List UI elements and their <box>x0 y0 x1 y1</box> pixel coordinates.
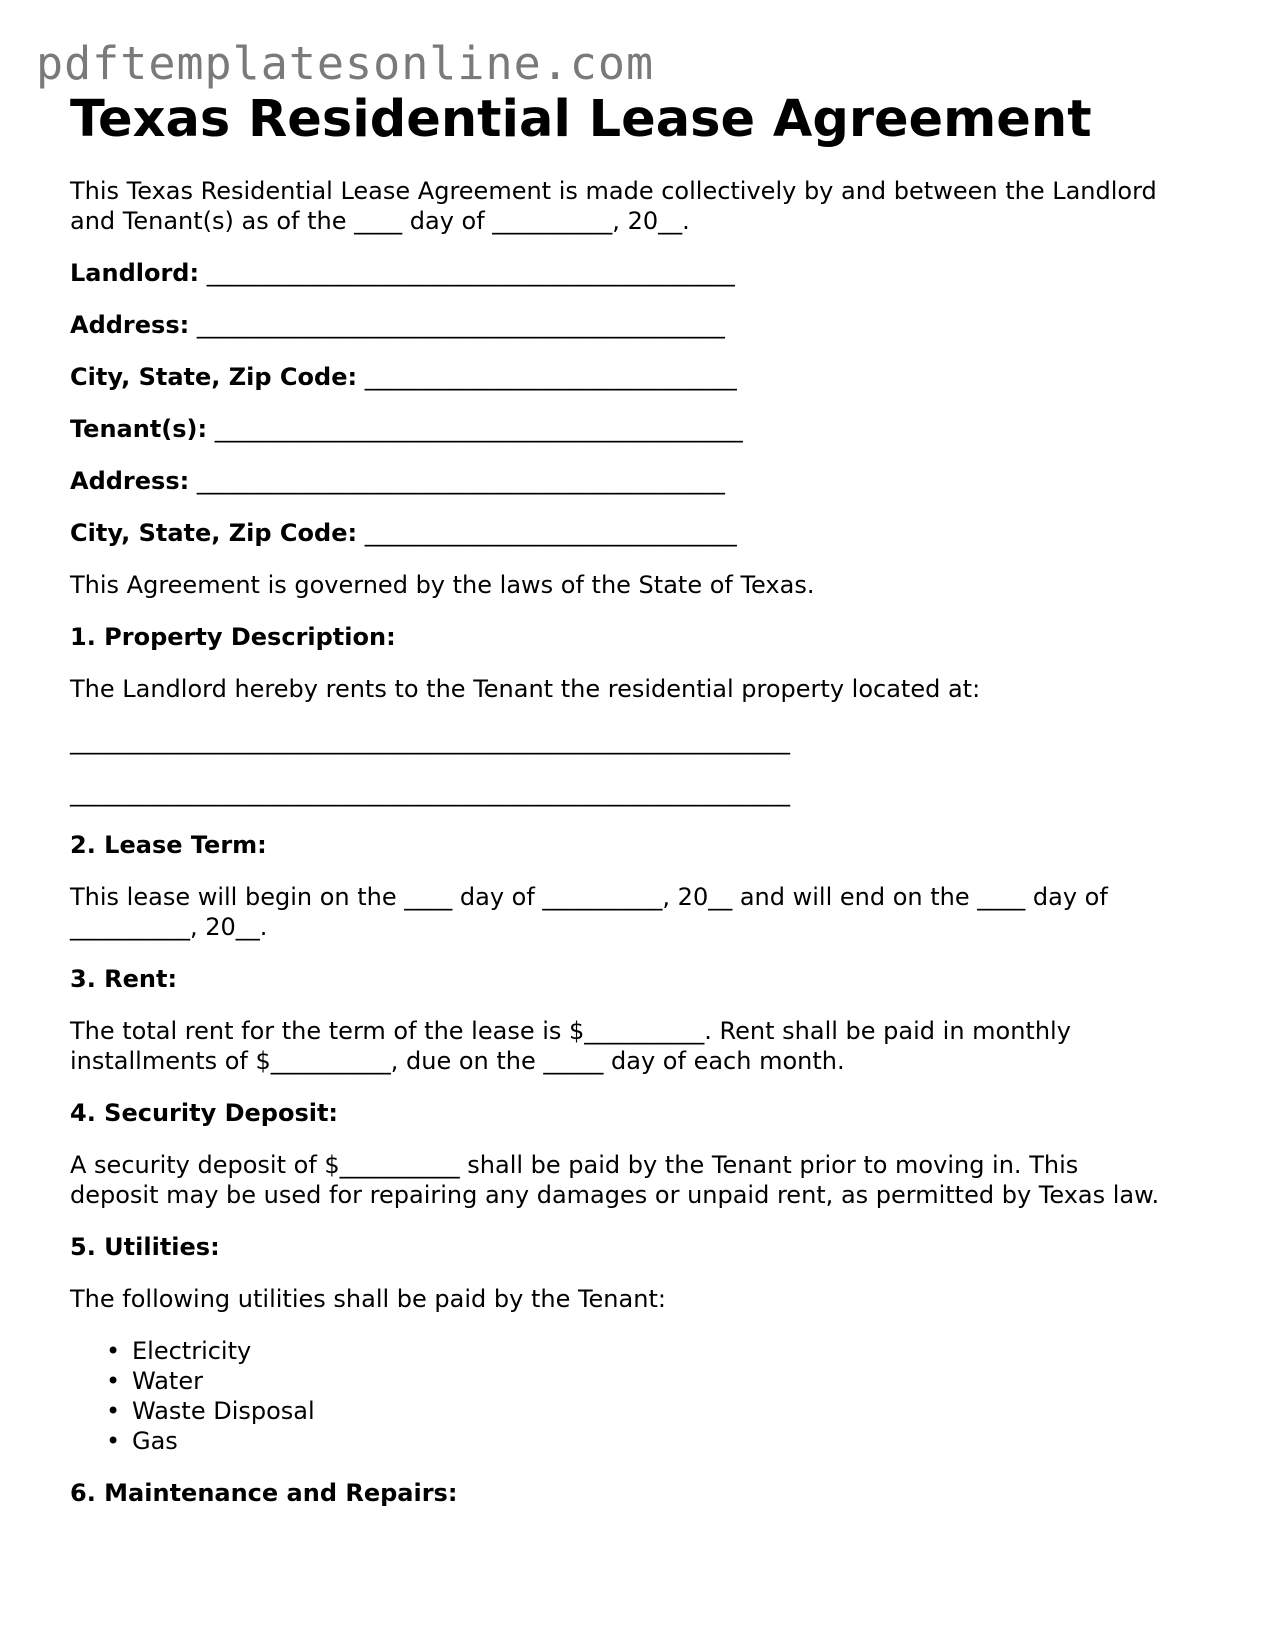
rent-text <box>70 1016 1220 1076</box>
list-item: • Gas <box>132 1426 1220 1456</box>
tenant-city-field[interactable] <box>70 518 1220 548</box>
utilities-text: The following utilities shall be paid by the Tenant: <box>70 1285 666 1313</box>
landlord-address-label: Address: <box>70 311 190 339</box>
intro-line-1: This Texas Residential Lease Agreement is made collectively by and between the Landlord <box>70 177 1157 205</box>
document-title: Texas Residential Lease Agreement <box>70 90 1092 149</box>
landlord-label: Landlord: <box>70 259 200 287</box>
property-address-blank-2[interactable]: ____________________________________________________________ <box>70 779 790 807</box>
security-deposit-line-1: A security deposit of $__________ shall be paid by the Tenant prior to moving in. This <box>70 1151 1079 1179</box>
property-address-blank-1[interactable]: ____________________________________________________________ <box>70 727 790 755</box>
document <box>70 88 1220 1508</box>
section-heading-lease-term: 2. Lease Term: <box>70 831 267 859</box>
landlord-address-field[interactable] <box>70 310 1220 340</box>
rent-line-1: The total rent for the term of the lease is $__________. Rent shall be paid in monthly <box>70 1017 1071 1045</box>
intro-paragraph <box>70 176 1220 236</box>
list-item: • Waste Disposal <box>132 1396 1220 1426</box>
landlord-field[interactable] <box>70 258 1220 288</box>
landlord-address-blank[interactable]: ____________________________________________ <box>189 311 725 339</box>
security-deposit-text <box>70 1150 1220 1210</box>
tenants-label: Tenant(s): <box>70 415 208 443</box>
tenants-field[interactable] <box>70 414 1220 444</box>
list-item: • Water <box>132 1366 1220 1396</box>
section-heading-rent: 3. Rent: <box>70 965 178 993</box>
tenant-address-label: Address: <box>70 467 190 495</box>
lease-term-line-1: This lease will begin on the ____ day of __________, 20__ and will end on the ____ day of <box>70 883 1108 911</box>
landlord-city-label: City, State, Zip Code: <box>70 363 358 391</box>
utilities-list <box>70 1336 1220 1456</box>
landlord-city-field[interactable] <box>70 362 1220 392</box>
security-deposit-line-2: deposit may be used for repairing any damages or unpaid rent, as permitted by Texas law. <box>70 1181 1160 1209</box>
section-heading-utilities: 5. Utilities: <box>70 1233 220 1261</box>
rent-line-2: installments of $__________, due on the _____ day of each month. <box>70 1047 845 1075</box>
intro-line-2: and Tenant(s) as of the ____ day of __________, 20__. <box>70 207 690 235</box>
landlord-city-blank[interactable]: _______________________________ <box>357 363 737 391</box>
watermark: pdftemplatesonline.com <box>36 37 655 90</box>
tenant-city-label: City, State, Zip Code: <box>70 519 358 547</box>
list-item: • Electricity <box>132 1336 1220 1366</box>
tenant-address-field[interactable] <box>70 466 1220 496</box>
tenant-address-blank[interactable]: ____________________________________________ <box>189 467 725 495</box>
section-heading-maintenance: 6. Maintenance and Repairs: <box>70 1479 458 1507</box>
section-heading-property: 1. Property Description: <box>70 623 396 651</box>
tenant-city-blank[interactable]: _______________________________ <box>357 519 737 547</box>
property-text: The Landlord hereby rents to the Tenant the residential property located at: <box>70 675 981 703</box>
section-heading-security-deposit: 4. Security Deposit: <box>70 1099 339 1127</box>
governing-law-statement: This Agreement is governed by the laws of the State of Texas. <box>70 571 815 599</box>
lease-term-text <box>70 882 1220 942</box>
lease-term-line-2: __________, 20__. <box>70 913 268 941</box>
tenants-blank[interactable]: ____________________________________________ <box>207 415 743 443</box>
landlord-blank[interactable]: ____________________________________________ <box>199 259 735 287</box>
